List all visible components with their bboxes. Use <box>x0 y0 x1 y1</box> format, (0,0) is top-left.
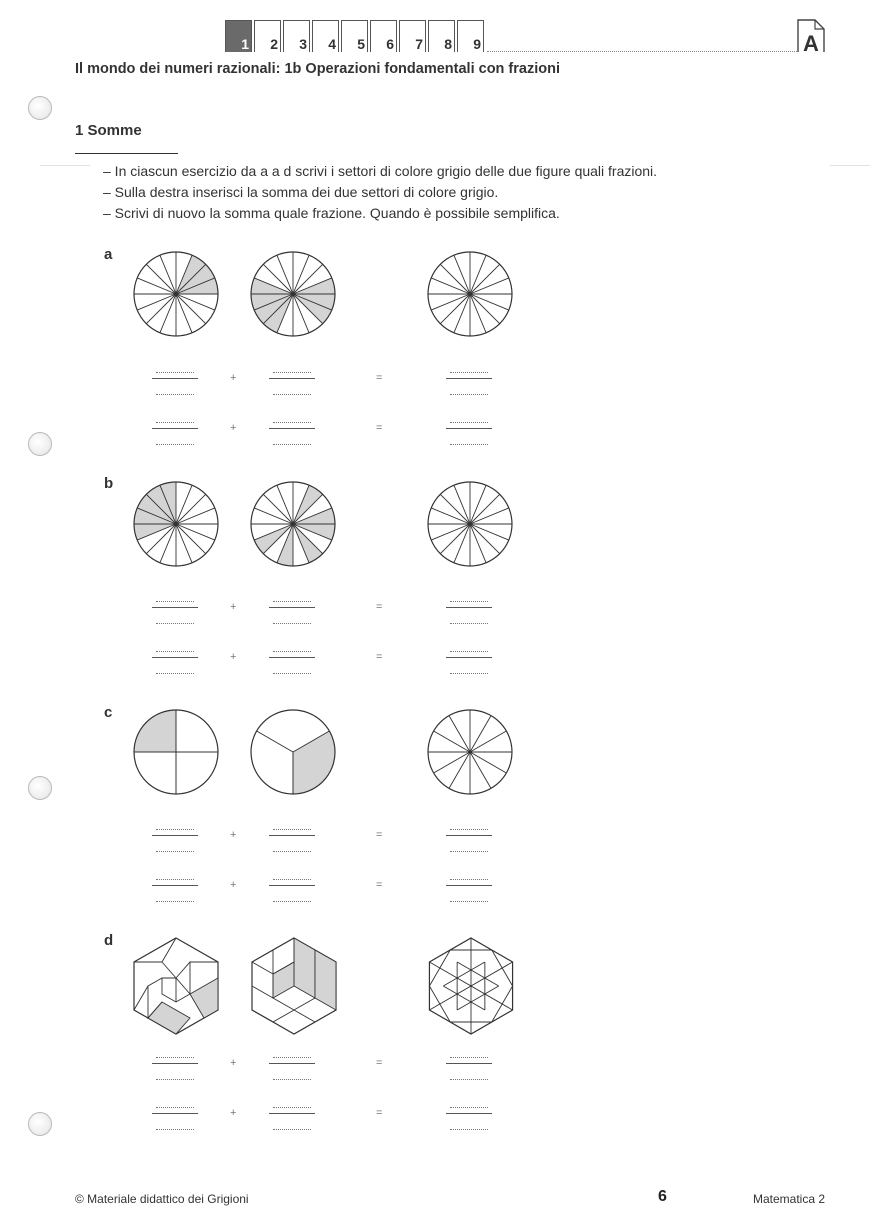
plus-sign: + <box>230 372 237 384</box>
fraction-bar <box>152 1113 198 1114</box>
numerator-field[interactable] <box>156 601 194 602</box>
instruction-line-3: – Scrivi di nuovo la somma quale frazione. Quando è possibile semplifica. <box>103 205 560 221</box>
sector-line <box>440 294 470 324</box>
fraction-bar <box>446 885 492 886</box>
chapter-tab-4[interactable]: 4 <box>312 20 339 52</box>
equals-sign: = <box>376 1057 383 1069</box>
denominator-field[interactable] <box>156 1079 194 1080</box>
sector-line <box>176 294 206 324</box>
numerator-field[interactable] <box>273 829 311 830</box>
denominator-field[interactable] <box>273 901 311 902</box>
numerator-field[interactable] <box>156 1107 194 1108</box>
sector-line <box>434 731 470 752</box>
fraction-result-input[interactable] <box>446 601 492 625</box>
numerator-field[interactable] <box>450 422 488 423</box>
level-badge-icon <box>797 19 825 53</box>
chapter-tab-6[interactable]: 6 <box>370 20 397 52</box>
fraction-bar <box>269 1063 315 1064</box>
numerator-field[interactable] <box>156 372 194 373</box>
sector-line <box>146 294 176 324</box>
exercise-label-b: b <box>104 475 114 492</box>
footer-subject: Matematica 2 <box>753 1192 826 1206</box>
denominator-field[interactable] <box>156 673 194 674</box>
punch-hole <box>28 432 52 456</box>
numerator-field[interactable] <box>450 1107 488 1108</box>
fraction-first-input[interactable] <box>152 372 198 396</box>
sector-line <box>470 294 500 324</box>
sector-line <box>176 524 206 554</box>
chapter-tab-7[interactable]: 7 <box>399 20 426 52</box>
sector-line <box>470 752 491 788</box>
denominator-field[interactable] <box>156 623 194 624</box>
fraction-first-input[interactable] <box>152 829 198 853</box>
denominator-field[interactable] <box>273 1129 311 1130</box>
fraction-first-input[interactable] <box>152 422 198 446</box>
fraction-bar <box>446 428 492 429</box>
numerator-field[interactable] <box>273 879 311 880</box>
denominator-field[interactable] <box>156 394 194 395</box>
plus-sign: + <box>230 601 237 613</box>
fraction-result-input[interactable] <box>446 879 492 903</box>
equals-sign: = <box>376 651 383 663</box>
numerator-field[interactable] <box>450 1057 488 1058</box>
fraction-bar <box>269 428 315 429</box>
fraction-bar <box>446 378 492 379</box>
numerator-field[interactable] <box>450 601 488 602</box>
figure-b1-circle <box>132 480 220 568</box>
level-badge: A <box>803 31 819 53</box>
figure-a-result-circle <box>426 250 514 338</box>
instruction-line-1: – In ciascun esercizio da a a d scrivi i settori di colore grigio delle due figure quali frazioni. <box>103 163 658 179</box>
figure-a1-circle <box>132 250 220 338</box>
denominator-field[interactable] <box>156 1129 194 1130</box>
denominator-field[interactable] <box>156 901 194 902</box>
denominator-field[interactable] <box>156 851 194 852</box>
equals-sign: = <box>376 829 383 841</box>
denominator-field[interactable] <box>450 444 488 445</box>
fraction-result-input[interactable] <box>446 651 492 675</box>
fraction-bar <box>446 1063 492 1064</box>
fraction-bar <box>152 885 198 886</box>
exercise-label-a: a <box>104 246 113 263</box>
fraction-second-input[interactable] <box>269 1107 315 1131</box>
fraction-bar <box>269 885 315 886</box>
equals-sign: = <box>376 422 383 434</box>
figure-c2-third-circle <box>249 708 337 796</box>
fraction-bar <box>152 428 198 429</box>
equals-sign: = <box>376 879 383 891</box>
numerator-field[interactable] <box>273 1107 311 1108</box>
fraction-second-input[interactable] <box>269 1057 315 1081</box>
fraction-second-input[interactable] <box>269 422 315 446</box>
numerator-field[interactable] <box>156 879 194 880</box>
chapter-tabs <box>225 20 486 52</box>
faint-rule-right <box>830 165 870 166</box>
fraction-bar <box>446 1113 492 1114</box>
fraction-bar <box>269 1113 315 1114</box>
sector-line <box>470 264 500 294</box>
figure-d2-hexagon <box>248 936 340 1036</box>
fraction-bar <box>269 607 315 608</box>
denominator-field[interactable] <box>273 673 311 674</box>
fraction-first-input[interactable] <box>152 651 198 675</box>
denominator-field[interactable] <box>450 901 488 902</box>
numerator-field[interactable] <box>450 829 488 830</box>
figure-c1-quarter-circle <box>132 708 220 796</box>
fraction-bar <box>269 657 315 658</box>
fraction-bar <box>446 657 492 658</box>
chapter-tab-9[interactable]: 9 <box>457 20 484 52</box>
numerator-field[interactable] <box>156 422 194 423</box>
fraction-first-input[interactable] <box>152 601 198 625</box>
fraction-first-input[interactable] <box>152 879 198 903</box>
sector-line <box>146 264 176 294</box>
sector-line <box>176 494 206 524</box>
numerator-field[interactable] <box>273 651 311 652</box>
fraction-bar <box>446 607 492 608</box>
fraction-second-input[interactable] <box>269 372 315 396</box>
figure-c-result-circle <box>426 708 514 796</box>
fraction-bar <box>269 835 315 836</box>
fraction-bar <box>152 657 198 658</box>
faint-rule-left <box>40 165 90 166</box>
chapter-tab-8[interactable]: 8 <box>428 20 455 52</box>
fraction-result-input[interactable] <box>446 1107 492 1131</box>
sector-line <box>440 264 470 294</box>
fraction-result-input[interactable] <box>446 372 492 396</box>
figure-d1-hexagon <box>130 936 222 1036</box>
chapter-tab-5[interactable]: 5 <box>341 20 368 52</box>
denominator-field[interactable] <box>156 444 194 445</box>
equals-sign: = <box>376 601 383 613</box>
plus-sign: + <box>230 1057 237 1069</box>
plus-sign: + <box>230 422 237 434</box>
fraction-bar <box>269 378 315 379</box>
numerator-field[interactable] <box>450 879 488 880</box>
page-number: 6 <box>658 1188 667 1205</box>
denominator-field[interactable] <box>450 1079 488 1080</box>
denominator-field[interactable] <box>273 623 311 624</box>
exercise-label-c: c <box>104 704 113 721</box>
punch-hole <box>28 96 52 120</box>
denominator-field[interactable] <box>450 673 488 674</box>
numerator-field[interactable] <box>273 422 311 423</box>
denominator-field[interactable] <box>450 394 488 395</box>
figure-b-result-circle <box>426 480 514 568</box>
denominator-field[interactable] <box>273 394 311 395</box>
footer-copyright: © Materiale didattico dei Grigioni <box>75 1192 249 1206</box>
plus-sign: + <box>230 879 237 891</box>
sector-line <box>263 494 293 524</box>
chapter-tab-3[interactable]: 3 <box>283 20 310 52</box>
numerator-field[interactable] <box>273 1057 311 1058</box>
fraction-first-input[interactable] <box>152 1057 198 1081</box>
fraction-bar <box>152 607 198 608</box>
denominator-field[interactable] <box>273 444 311 445</box>
numerator-field[interactable] <box>273 601 311 602</box>
plus-sign: + <box>230 651 237 663</box>
numerator-field[interactable] <box>156 651 194 652</box>
equals-sign: = <box>376 372 383 384</box>
plus-sign: + <box>230 829 237 841</box>
denominator-field[interactable] <box>450 1129 488 1130</box>
plus-sign: + <box>230 1107 237 1119</box>
fraction-second-input[interactable] <box>269 651 315 675</box>
denominator-field[interactable] <box>450 851 488 852</box>
denominator-field[interactable] <box>273 1079 311 1080</box>
punch-hole <box>28 776 52 800</box>
sector-line <box>440 524 470 554</box>
section-heading: 1 Somme <box>75 122 142 139</box>
instruction-line-2: – Sulla destra inserisci la somma dei due settori di colore grigio. <box>103 184 499 200</box>
chapter-tab-1[interactable]: 1 <box>225 20 252 52</box>
fraction-second-input[interactable] <box>269 879 315 903</box>
denominator-field[interactable] <box>450 623 488 624</box>
numerator-field[interactable] <box>156 829 194 830</box>
fraction-result-input[interactable] <box>446 1057 492 1081</box>
fraction-first-input[interactable] <box>152 1107 198 1131</box>
page-title: Il mondo dei numeri razionali: 1b Operazioni fondamentali con frazioni <box>75 61 560 77</box>
sector-line <box>470 716 491 752</box>
heading-underline <box>75 153 178 154</box>
exercise-label-d: d <box>104 932 114 949</box>
fraction-second-input[interactable] <box>269 601 315 625</box>
sector-line <box>470 731 506 752</box>
fraction-bar <box>152 1063 198 1064</box>
chapter-tab-2[interactable]: 2 <box>254 20 281 52</box>
equals-sign: = <box>376 1107 383 1119</box>
numerator-field[interactable] <box>273 372 311 373</box>
fraction-bar <box>152 378 198 379</box>
sector-line <box>449 716 470 752</box>
denominator-field[interactable] <box>273 851 311 852</box>
header-dotted-line <box>487 51 797 52</box>
sector-line <box>440 494 470 524</box>
figure-a2-circle <box>249 250 337 338</box>
fraction-bar <box>152 835 198 836</box>
numerator-field[interactable] <box>156 1057 194 1058</box>
punch-hole <box>28 1112 52 1136</box>
numerator-field[interactable] <box>450 651 488 652</box>
sector-line <box>470 524 500 554</box>
sector-line <box>470 494 500 524</box>
fraction-result-input[interactable] <box>446 829 492 853</box>
sector-line <box>449 752 470 788</box>
fraction-bar <box>446 835 492 836</box>
sector-line <box>434 752 470 773</box>
fraction-result-input[interactable] <box>446 422 492 446</box>
figure-b2-circle <box>249 480 337 568</box>
figure-d-result-hexagon <box>425 936 517 1036</box>
fraction-second-input[interactable] <box>269 829 315 853</box>
sector-line <box>470 752 506 773</box>
numerator-field[interactable] <box>450 372 488 373</box>
